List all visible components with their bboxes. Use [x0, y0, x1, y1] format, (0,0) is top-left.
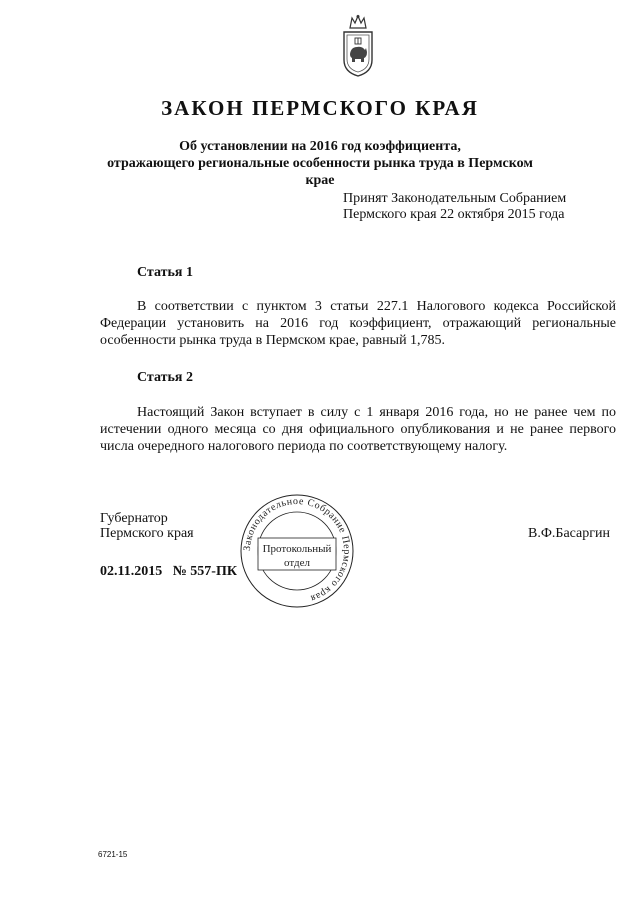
coat-of-arms-icon: [340, 14, 376, 78]
article-2-heading: Статья 2: [137, 370, 193, 385]
law-date-number: [100, 564, 237, 580]
subtitle-line-2: отражающего региональные особенности рынка труда в Пермском крае: [107, 156, 533, 188]
governor-line-2: Пермского края: [100, 526, 194, 541]
stamp-center-line-2: отдел: [284, 557, 310, 569]
law-date: 02.11.2015: [100, 564, 163, 579]
adoption-note: [343, 191, 623, 223]
governor-line-1: Губернатор: [100, 511, 168, 526]
document-subtitle: [100, 138, 540, 189]
document-code: 6721-15: [98, 850, 128, 859]
article-1-text: В соответствии с пунктом 3 статьи 227.1 Налогового кодекса Российской Федерации установить на 2016 год коэффициент, отражающий региональные особенности рынка труда в Пермском крае, равный 1,785.: [100, 299, 616, 348]
protocol-department-stamp: [238, 492, 356, 610]
adoption-line-2: Пермского края 22 октября 2015 года: [343, 207, 565, 222]
governor-name: В.Ф.Басаргин: [528, 526, 610, 541]
governor-title: [100, 511, 194, 541]
stamp-ring-text: Законодательное Собрание Пермского края: [241, 495, 353, 604]
stamp-center-line-1: Протокольный: [262, 543, 332, 555]
adoption-line-1: Принят Законодательным Собранием: [343, 191, 567, 206]
subtitle-line-1: Об установлении на 2016 год коэффициента,: [179, 139, 461, 154]
article-2-text: Настоящий Закон вступает в силу с 1 января 2016 года, но не ранее чем по истечении одного месяца со дня официального опубликования и не ранее первого числа очередного налогового периода по соответствующему налогу.: [100, 405, 616, 454]
article-1-heading: Статья 1: [137, 265, 193, 280]
law-number: № 557-ПК: [172, 564, 238, 579]
document-title: ЗАКОН ПЕРМСКОГО КРАЯ: [161, 96, 479, 120]
